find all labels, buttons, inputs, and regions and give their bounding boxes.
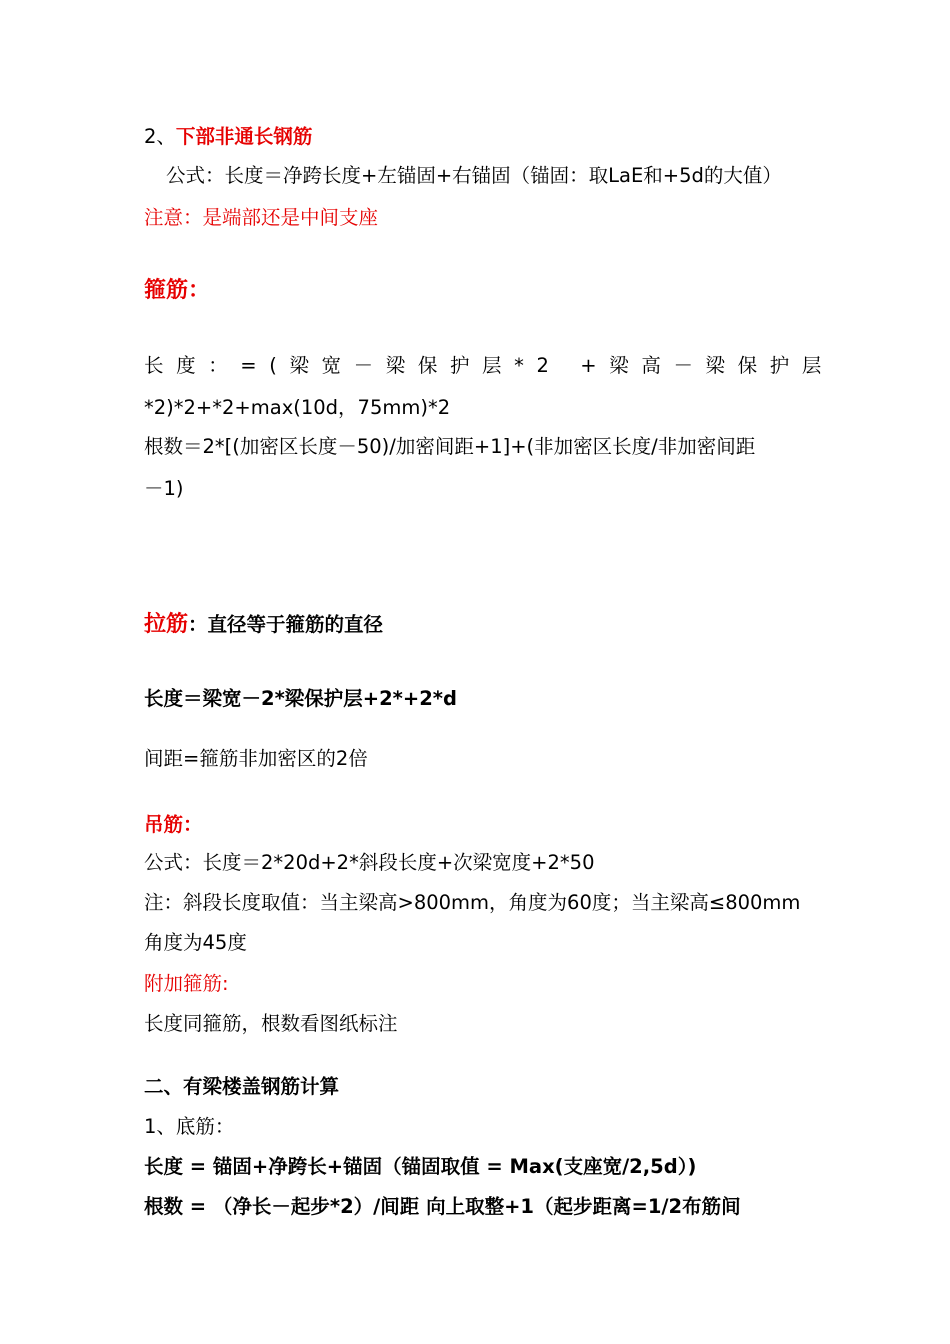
- stirrup-count-line1: 根数＝2*[(加密区长度－50)/加密间距+1]+(非加密区长度/非加密间距: [144, 435, 756, 458]
- tie-heading-line: [144, 612, 383, 638]
- part2-length: 长度 = 锚固+净跨长+锚固（锚固取值 = Max(支座宽/2,5d）): [144, 1155, 697, 1178]
- section2-number: 2、: [144, 125, 176, 148]
- hanger-heading: 吊筋：: [144, 813, 203, 836]
- part2-heading: 二、有梁楼盖钢筋计算: [144, 1075, 340, 1098]
- tie-spacing: 间距=箍筋非加密区的2倍: [144, 747, 368, 770]
- section2-formula: 公式：长度＝净跨长度+左锚固+右锚固（锚固：取LaE和+5d的大值）: [166, 164, 782, 187]
- tie-length: 长度＝梁宽－2*梁保护层+2*+2*d: [144, 687, 457, 710]
- hanger-note-line1: 注：斜段长度取值：当主梁高>800mm，角度为60度；当主梁高≤800mm: [144, 891, 801, 914]
- section2-note: 注意：是端部还是中间支座: [144, 206, 379, 229]
- hanger-note-line2: 角度为45度: [144, 931, 247, 954]
- extra-stirrup-text: 长度同箍筋，根数看图纸标注: [144, 1012, 398, 1035]
- extra-stirrup-heading: 附加箍筋:: [144, 972, 229, 995]
- stirrup-heading: 箍筋：: [144, 278, 211, 303]
- section2-title: 下部非通长钢筋: [175, 125, 313, 148]
- part2-count: 根数 = （净长－起步*2）/间距 向上取整+1（起步距离=1/2布筋间: [144, 1195, 741, 1218]
- tie-heading-rest: ：直径等于箍筋的直径: [188, 613, 384, 636]
- section2-heading: [144, 124, 312, 150]
- tie-heading: 拉筋: [144, 612, 189, 637]
- hanger-formula: 公式：长度＝2*20d+2*斜段长度+次梁宽度+2*50: [144, 851, 595, 874]
- stirrup-count-line2: －1): [144, 477, 184, 500]
- stirrup-length-line2: *2)*2+*2+max(10d，75mm)*2: [144, 396, 451, 419]
- part2-subheading: 1、底筋：: [144, 1115, 235, 1138]
- stirrup-length-line1: 长度：=(梁宽－梁保护层*2 +梁高－梁保护层: [144, 354, 834, 377]
